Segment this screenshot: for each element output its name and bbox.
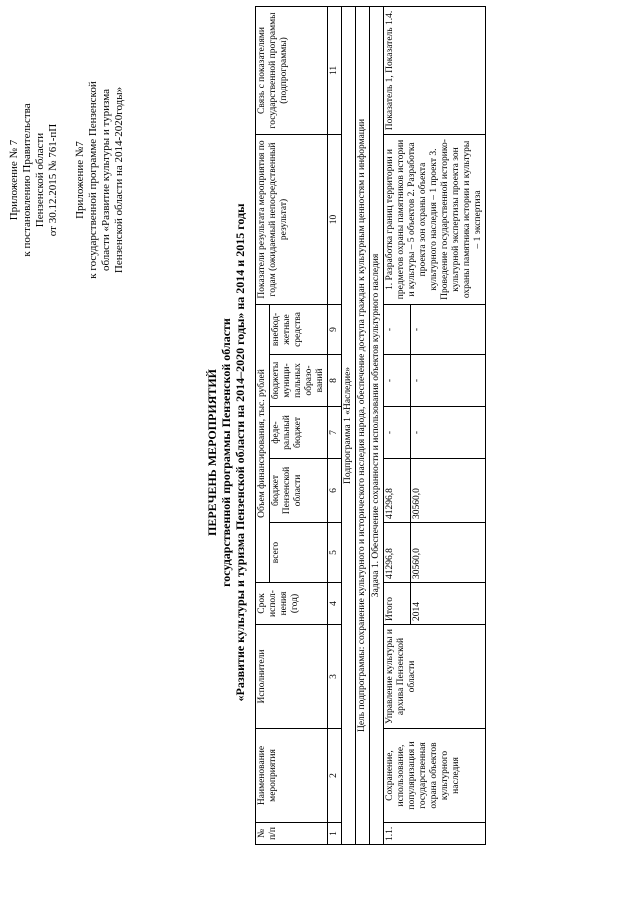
- goal-row: Цель подпрограммы: сохранение культурного и исторического наследия народа, обеспечение доступа граждан к культурным ценностям и информации: [356, 6, 370, 844]
- row-federal: -: [411, 407, 486, 459]
- row-municipal: -: [384, 355, 411, 407]
- col-number: 11: [328, 6, 342, 134]
- header-executor: Исполнители: [256, 625, 328, 729]
- header-num: № п/п: [256, 823, 328, 845]
- subprogram-row: Подпрограмма 1 «Наследие»: [342, 6, 356, 844]
- appendix-line: Пензенской области: [34, 132, 46, 228]
- col-number: 2: [328, 729, 342, 823]
- row-term: 2014: [411, 583, 486, 625]
- col-number: 10: [328, 134, 342, 304]
- title-line: государственной программы Пензенской области: [219, 318, 233, 587]
- row-municipal: -: [411, 355, 486, 407]
- col-number: 6: [328, 459, 342, 523]
- appendix-header: [8, 55, 126, 305]
- appendix-line: к постановлению Правительства: [21, 103, 33, 257]
- col-number: 7: [328, 407, 342, 459]
- row-link: Показатель 1, Показатель 1.4.: [384, 6, 486, 134]
- task-row: Задача 1. Обеспечение сохранности и использования объектов культурного наследия: [370, 6, 384, 844]
- appendix-line: Приложение № 7: [8, 139, 20, 221]
- row-executor: Управление культуры и архива Пензенской области: [384, 625, 486, 729]
- header-funding: Объем финансирования, тыс. рублей: [256, 304, 270, 582]
- appendix-line: Пензенской области на 2014-2020годы»: [113, 86, 125, 274]
- row-num: 1.1.: [384, 823, 486, 845]
- document-title: [205, 0, 247, 905]
- row-name: Сохранение, использование, популяризация и государственная охрана объектов культурного наследия: [384, 729, 486, 823]
- header-regional: бюджет Пензенской области: [270, 459, 328, 523]
- header-term: Срок испол-нения (год): [256, 583, 328, 625]
- row-regional: 41296,8: [384, 459, 411, 523]
- appendix-line: к государственной программе Пензенской: [87, 81, 99, 279]
- title-line: «Развитие культуры и туризма Пензенской области на 2014–2020 годы» на 2014 и 2015 годы: [233, 203, 247, 702]
- header-link: Связь с показателями государственной программы (подпрограммы): [256, 6, 328, 134]
- header-federal: феде-ральный бюджет: [270, 407, 328, 459]
- row-federal: -: [384, 407, 411, 459]
- col-number: 9: [328, 304, 342, 354]
- col-number: 3: [328, 625, 342, 729]
- table-row: [384, 6, 411, 844]
- header-name: Наименование мероприятия: [256, 729, 328, 823]
- col-number: 4: [328, 583, 342, 625]
- row-term: Итого: [384, 583, 411, 625]
- row-total: 41296,8: [384, 523, 411, 583]
- appendix-line: от 30.12.2015 № 761-пП: [47, 123, 59, 237]
- row-extra: -: [411, 304, 486, 354]
- col-number: 8: [328, 355, 342, 407]
- appendix-line: области «Развитие культуры и туризма: [100, 89, 112, 272]
- col-number: 1: [328, 823, 342, 845]
- header-total: всего: [270, 523, 328, 583]
- header-result: Показатели результата мероприятия по годам (ожидаемый непосредственный результат): [256, 134, 328, 304]
- row-total: 30560,0: [411, 523, 486, 583]
- row-regional: 30560,0: [411, 459, 486, 523]
- column-number-row: [328, 6, 342, 844]
- measures-table: [255, 6, 486, 845]
- header-extra: внебюд-жетные средства: [270, 304, 328, 354]
- row-extra: -: [384, 304, 411, 354]
- row-result: 1. Разработка границ территории и предметов охраны памятников истории и культуры – 5 объектов 2. Разработка проекта зон охраны объекта культурного наследия – 1 проект 3. Проведение государственной историко-культурной экспертизы проекта зон охраны памятника истории и культуры – 1 экспертиза: [384, 134, 486, 304]
- col-number: 5: [328, 523, 342, 583]
- title-line: ПЕРЕЧЕНЬ МЕРОПРИЯТИЙ: [205, 369, 219, 537]
- header-municipal: бюджеты муници-пальных образо-ваний: [270, 355, 328, 407]
- appendix-line: Приложение №7: [74, 141, 86, 219]
